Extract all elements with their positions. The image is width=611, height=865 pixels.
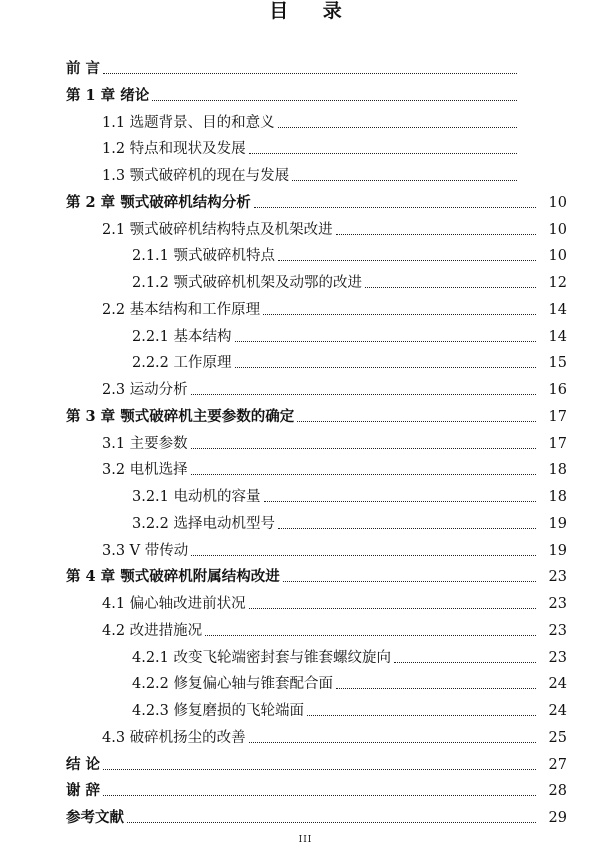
- toc-entry-chapter-3[interactable]: [66, 402, 567, 426]
- toc-entry-page: 28: [548, 783, 567, 799]
- dot-leader: [249, 607, 536, 609]
- toc-entry-1-3[interactable]: [102, 161, 567, 185]
- page-number-footer: III: [298, 835, 313, 845]
- toc-entry-page: 10: [548, 222, 567, 238]
- dot-leader: [297, 420, 536, 422]
- dot-leader: [307, 714, 536, 716]
- dot-leader: [283, 580, 536, 582]
- toc-entry-page: 24: [548, 703, 567, 719]
- toc-entry-2-1-1[interactable]: [132, 241, 567, 265]
- dot-leader: [103, 794, 536, 796]
- toc-entry-page: 10: [548, 195, 567, 211]
- toc-entry-label: 结 论: [66, 756, 101, 773]
- toc-entry-label: 2.1 颚式破碎机结构特点及机架改进: [102, 222, 333, 238]
- toc-entry-page: 14: [548, 329, 567, 345]
- toc-entry-4-2-1[interactable]: [132, 643, 567, 667]
- toc-entry-label: 第 3 章 颚式破碎机主要参数的确定: [66, 408, 295, 425]
- toc-entry-references[interactable]: [66, 803, 567, 827]
- toc-entry-page: 29: [548, 810, 567, 826]
- toc-entry-preface[interactable]: [66, 54, 567, 78]
- toc-entry-label: 3.2 电机选择: [102, 462, 188, 478]
- toc-entry-4-1[interactable]: [102, 589, 567, 613]
- dot-leader: [254, 206, 536, 208]
- toc-entry-2-1-2[interactable]: [132, 268, 567, 292]
- dot-leader: [191, 447, 536, 449]
- toc-entry-page: 18: [548, 489, 567, 505]
- toc-entry-label: 3.2.2 选择电动机型号: [132, 516, 276, 532]
- toc-entry-label: 前 言: [66, 60, 101, 77]
- dot-leader: [278, 527, 536, 529]
- dot-leader: [152, 99, 517, 101]
- dot-leader: [191, 473, 536, 475]
- toc-entry-1-1[interactable]: [102, 108, 567, 132]
- toc-entry-label: 第 1 章 绪论: [66, 87, 150, 104]
- toc-entry-label: 谢 辞: [66, 782, 101, 799]
- dot-leader: [263, 313, 536, 315]
- toc-entry-4-3[interactable]: [102, 723, 567, 747]
- toc-entry-page: 27: [548, 757, 567, 773]
- dot-leader: [292, 179, 517, 181]
- toc-entry-3-1[interactable]: [102, 429, 567, 453]
- toc-entry-label: 2.3 运动分析: [102, 382, 188, 398]
- toc-entry-label: 3.3 V 带传动: [102, 543, 189, 559]
- toc-entry-conclusion[interactable]: [66, 750, 567, 774]
- toc-entry-label: 2.2 基本结构和工作原理: [102, 302, 261, 318]
- dot-leader: [336, 687, 536, 689]
- toc-entry-page: 25: [548, 730, 567, 746]
- dot-leader: [249, 152, 517, 154]
- toc-entry-page: 23: [548, 623, 567, 639]
- dot-leader: [394, 661, 536, 663]
- dot-leader: [103, 72, 517, 74]
- toc-entry-label: 第 4 章 颚式破碎机附属结构改进: [66, 568, 280, 585]
- toc-entry-page: 23: [548, 596, 567, 612]
- toc-entry-2-1[interactable]: [102, 215, 567, 239]
- toc-entry-label: 4.2.3 修复磨损的飞轮端面: [132, 703, 305, 719]
- toc-entry-3-2-1[interactable]: [132, 482, 567, 506]
- toc-entry-page: 12: [548, 275, 567, 291]
- toc-entry-page: 17: [548, 436, 567, 452]
- toc-entry-label: 4.2.2 修复偏心轴与锥套配合面: [132, 676, 334, 692]
- dot-leader: [365, 286, 536, 288]
- toc-entry-2-2-2[interactable]: [132, 348, 567, 372]
- page-title: 目 录: [269, 0, 356, 22]
- toc-entry-label: 2.1.2 颚式破碎机机架及动鄂的改进: [132, 275, 363, 291]
- toc-entry-chapter-1[interactable]: [66, 81, 567, 105]
- dot-leader: [103, 768, 536, 770]
- toc-entry-page: 23: [548, 569, 567, 585]
- toc-entry-4-2-2[interactable]: [132, 669, 567, 693]
- toc-entry-label: 4.2.1 改变飞轮端密封套与锥套螺纹旋向: [132, 650, 392, 666]
- toc-entry-label: 1.3 颚式破碎机的现在与发展: [102, 168, 290, 184]
- dot-leader: [264, 500, 536, 502]
- toc-entry-label: 4.2 改进措施况: [102, 623, 203, 639]
- toc-entry-3-3[interactable]: [102, 536, 567, 560]
- toc-entry-4-2[interactable]: [102, 616, 567, 640]
- toc-entry-page: 19: [548, 516, 567, 532]
- toc-entry-3-2[interactable]: [102, 455, 567, 479]
- toc-entry-chapter-4[interactable]: [66, 562, 567, 586]
- dot-leader: [205, 634, 536, 636]
- toc-entry-label: 参考文献: [66, 809, 124, 826]
- toc-entry-page: 18: [548, 462, 567, 478]
- toc-entry-label: 4.1 偏心轴改进前状况: [102, 596, 246, 612]
- toc-entry-3-2-2[interactable]: [132, 509, 567, 533]
- dot-leader: [235, 340, 536, 342]
- toc-entry-label: 第 2 章 颚式破碎机结构分析: [66, 194, 251, 211]
- dot-leader: [235, 366, 536, 368]
- toc-entry-page: 19: [548, 543, 567, 559]
- toc-entry-page: 17: [548, 409, 567, 425]
- toc-entry-label: 1.1 选题背景、目的和意义: [102, 115, 275, 131]
- toc-entry-page: 23: [548, 650, 567, 666]
- toc-entry-page: 16: [548, 382, 567, 398]
- toc-entry-page: 14: [548, 302, 567, 318]
- toc-entry-chapter-2[interactable]: [66, 188, 567, 212]
- toc-entry-1-2[interactable]: [102, 134, 567, 158]
- dot-leader: [191, 393, 536, 395]
- toc-entry-2-2-1[interactable]: [132, 322, 567, 346]
- toc-entry-page: 10: [548, 248, 567, 264]
- dot-leader: [191, 554, 536, 556]
- toc-entry-page: 15: [548, 355, 567, 371]
- toc-entry-label: 4.3 破碎机扬尘的改善: [102, 730, 246, 746]
- toc-entry-label: 2.2.2 工作原理: [132, 355, 232, 371]
- toc-entry-label: 2.2.1 基本结构: [132, 329, 232, 345]
- toc-entry-2-3[interactable]: [102, 375, 567, 399]
- toc-entry-4-2-3[interactable]: [132, 696, 567, 720]
- toc-entry-acknowledgements[interactable]: [66, 776, 567, 800]
- dot-leader: [278, 259, 536, 261]
- toc-entry-label: 2.1.1 颚式破碎机特点: [132, 248, 276, 264]
- toc-entry-page: 24: [548, 676, 567, 692]
- toc-entry-2-2[interactable]: [102, 295, 567, 319]
- toc-entry-label: 1.2 特点和现状及发展: [102, 141, 246, 157]
- dot-leader: [278, 126, 517, 128]
- toc-entry-label: 3.2.1 电动机的容量: [132, 489, 261, 505]
- toc-entry-label: 3.1 主要参数: [102, 436, 188, 452]
- dot-leader: [127, 821, 536, 823]
- dot-leader: [249, 741, 536, 743]
- dot-leader: [336, 233, 536, 235]
